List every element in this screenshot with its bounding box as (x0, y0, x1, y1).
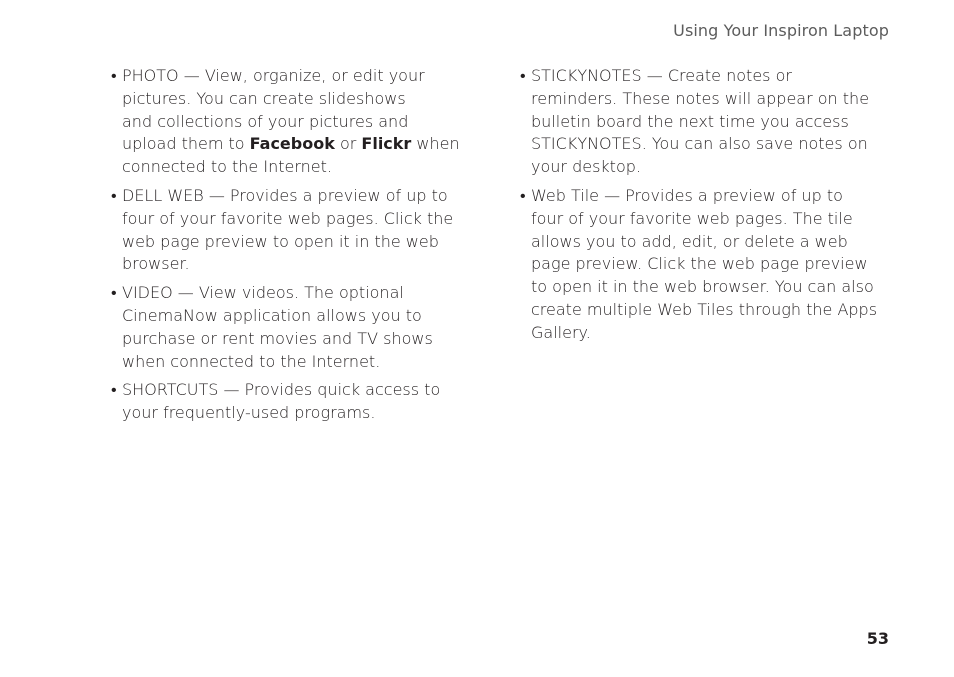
bullet-icon: • (111, 66, 117, 85)
list-item-web-tile (520, 185, 890, 345)
stickynotes-line-3: bulletin board the next time you access (531, 111, 849, 131)
facebook-term: Facebook (249, 134, 335, 154)
dell-web-line-3: web page preview to open it in the web (122, 231, 439, 251)
stickynotes-line-5: your desktop. (531, 157, 641, 177)
bullet-icon: • (111, 380, 117, 400)
web-tile-line-4: page preview. Click the web page preview (531, 254, 868, 274)
list-item-stickynotes (520, 65, 890, 179)
list-item-video (111, 282, 473, 373)
video-line-2: CinemaNow application allows you to (122, 305, 422, 325)
stickynotes-line-2: reminders. These notes will appear on the (531, 88, 870, 108)
shortcuts-line-1: SHORTCUTS — Provides quick access to (122, 380, 441, 400)
running-header: Using Your Inspiron Laptop (673, 21, 889, 40)
bullet-icon: • (111, 283, 117, 303)
right-column-list (520, 65, 890, 351)
left-column-list (111, 65, 473, 431)
shortcuts-line-2: your frequently-used programs. (122, 403, 376, 423)
video-line-4: when connected to the Internet. (122, 351, 381, 371)
list-item-dell-web (111, 185, 473, 276)
photo-line-4-suffix: when (411, 134, 460, 154)
photo-line-4-prefix: upload them to (122, 134, 250, 154)
photo-line-2: pictures. You can create slideshows (122, 88, 406, 108)
dell-web-line-1: DELL WEB — Provides a preview of up to (122, 185, 448, 205)
bullet-icon: • (111, 185, 117, 205)
list-item-photo (111, 65, 473, 179)
bullet-icon: • (520, 66, 526, 85)
stickynotes-line-4: STICKYNOTES. You can also save notes on (531, 134, 868, 154)
web-tile-line-3: allows you to add, edit, or delete a web (531, 231, 848, 251)
flickr-term: Flickr (361, 134, 412, 154)
dell-web-line-2: four of your favorite web pages. Click the (122, 208, 454, 228)
web-tile-line-2: four of your favorite web pages. The tile (531, 208, 853, 228)
photo-line-4-or: or (334, 134, 362, 154)
bullet-icon: • (520, 185, 526, 205)
stickynotes-line-1: STICKYNOTES — Create notes or (531, 66, 792, 85)
photo-line-4 (122, 133, 473, 156)
photo-line-1: PHOTO — View, organize, or edit your (122, 66, 425, 85)
list-item-shortcuts (111, 379, 473, 425)
photo-line-3: and collections of your pictures and (122, 111, 409, 131)
page-number: 53 (866, 629, 889, 648)
web-tile-line-1: Web Tile — Provides a preview of up to (531, 185, 843, 205)
web-tile-line-6: create multiple Web Tiles through the Apps (531, 299, 878, 319)
web-tile-line-7: Gallery. (531, 322, 591, 342)
photo-line-5: connected to the Internet. (122, 157, 332, 177)
video-line-1: VIDEO — View videos. The optional (122, 283, 404, 303)
web-tile-line-5: to open it in the web browser. You can also (531, 277, 874, 297)
dell-web-line-4: browser. (122, 254, 190, 274)
video-line-3: purchase or rent movies and TV shows (122, 328, 433, 348)
